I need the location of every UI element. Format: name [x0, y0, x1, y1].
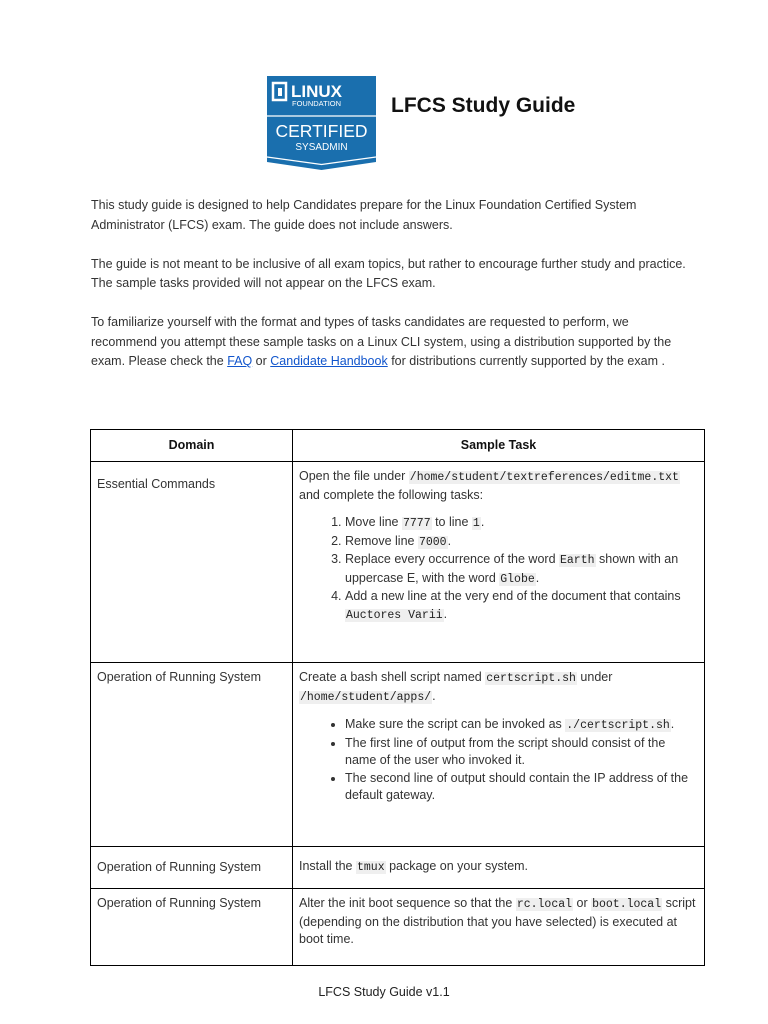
logo-text-foundation: FOUNDATION [292, 99, 342, 108]
task-bullets-list [299, 716, 698, 805]
code-snippet: 1 [472, 517, 480, 530]
logo-text-linux: LINUX [291, 82, 342, 101]
item-text: Remove line [345, 533, 418, 548]
task-cell [293, 462, 705, 663]
sample-task-column-header: Sample Task [293, 430, 705, 462]
domain-column-header: Domain [91, 430, 293, 462]
task-steps-list [299, 514, 698, 624]
code-snippet: ./certscript.sh [566, 719, 670, 732]
code-snippet: 7777 [402, 517, 431, 530]
page-title: LFCS Study Guide [391, 94, 576, 117]
code-path: /home/student/textreferences/editme.txt [409, 471, 679, 484]
code-snippet: certscript.sh [486, 672, 576, 685]
code-path: /home/student/apps/ [300, 690, 432, 704]
task-text-part: or [573, 896, 592, 910]
task-text-part: Alter the init boot sequence so that the [299, 896, 516, 910]
item-text: . [447, 533, 452, 548]
sample-tasks-table [90, 429, 705, 966]
table-row [91, 847, 705, 889]
code-snippet: Globe [500, 572, 535, 586]
domain-cell: Operation of Running System [91, 889, 293, 966]
intro-p3-text-b: or [252, 354, 271, 368]
logo-text-certified: CERTIFIED [275, 121, 368, 141]
domain-cell: Operation of Running System [91, 663, 293, 847]
list-item [345, 533, 698, 552]
list-item [345, 588, 698, 624]
task-text-part: package on your system. [385, 859, 529, 874]
intro-section [91, 196, 691, 391]
item-text: Move line [345, 515, 402, 529]
task-cell [293, 663, 705, 847]
item-text: . [535, 570, 540, 585]
intro-p3-text-a: To familiarize yourself with the format and types of tasks candidates are requested to perform, we recommend you attempt these sample tasks on a Linux CLI system, using a distribution supported by the exam. Please check the [91, 315, 672, 368]
table-row [91, 462, 705, 663]
task-text-part: Open the file under [299, 469, 409, 483]
task-text-part: Create a bash shell script named [299, 670, 486, 684]
list-item [345, 551, 698, 588]
table-row [91, 663, 705, 847]
code-snippet: Auctores Varii [346, 608, 443, 622]
list-item [345, 514, 698, 533]
item-text: The second line of output should contain the IP address of the default gateway. [345, 770, 689, 802]
task-cell [293, 889, 705, 966]
code-snippet: tmux [356, 861, 385, 875]
item-text: . [670, 717, 675, 731]
item-text: shown with an uppercase E, with the word [345, 552, 679, 585]
task-text [299, 468, 698, 504]
linux-foundation-certified-sysadmin-logo [267, 76, 376, 170]
task-text [299, 669, 698, 706]
task-text-part: and complete the following tasks: [299, 487, 484, 502]
code-snippet: rc.local [516, 898, 573, 911]
domain-cell: Essential Commands [91, 462, 293, 663]
item-text: The first line of output from the script should consist of the name of the user who invoked it. [345, 735, 666, 767]
task-text-part: . [432, 688, 436, 703]
logo-text-sysadmin: SYSADMIN [295, 142, 348, 153]
item-text: . [480, 515, 485, 529]
task-text-part: script (depending on the distribution that you have selected) is executed at boot time. [299, 896, 696, 946]
code-snippet: 7000 [418, 535, 447, 549]
list-item [345, 716, 698, 735]
task-cell [293, 847, 705, 889]
code-snippet: boot.local [592, 898, 662, 911]
page-footer: LFCS Study Guide v1.1 [318, 985, 450, 999]
intro-paragraph-1: This study guide is designed to help Candidates prepare for the Linux Foundation Certified System Administrator (LFCS) exam. The guide does not include answers. [91, 198, 637, 232]
item-text: Replace every occurrence of the word [345, 552, 559, 566]
item-text: . [443, 606, 448, 621]
item-text: Make sure the script can be invoked as [345, 717, 566, 731]
page-header [267, 76, 607, 172]
intro-paragraph-3 [91, 313, 691, 372]
domain-cell: Operation of Running System [91, 847, 293, 889]
faq-link[interactable]: FAQ [227, 354, 253, 368]
intro-p3-text-c: for distributions currently supported by the exam . [387, 354, 665, 368]
table-header-row [91, 430, 705, 462]
item-text: Add a new line at the very end of the document that contains [345, 589, 681, 603]
table-row [91, 889, 705, 966]
task-text-part: Install the [299, 859, 356, 874]
item-text: to line [431, 515, 472, 529]
candidate-handbook-link[interactable]: Candidate Handbook [270, 354, 388, 368]
intro-paragraph-2: The guide is not meant to be inclusive of all exam topics, but rather to encourage further study and practice. The sample tasks provided will not appear on the LFCS exam. [91, 256, 686, 290]
code-snippet: Earth [560, 554, 595, 567]
list-item [345, 735, 698, 770]
task-text-part: under [576, 670, 613, 684]
list-item [345, 770, 698, 805]
